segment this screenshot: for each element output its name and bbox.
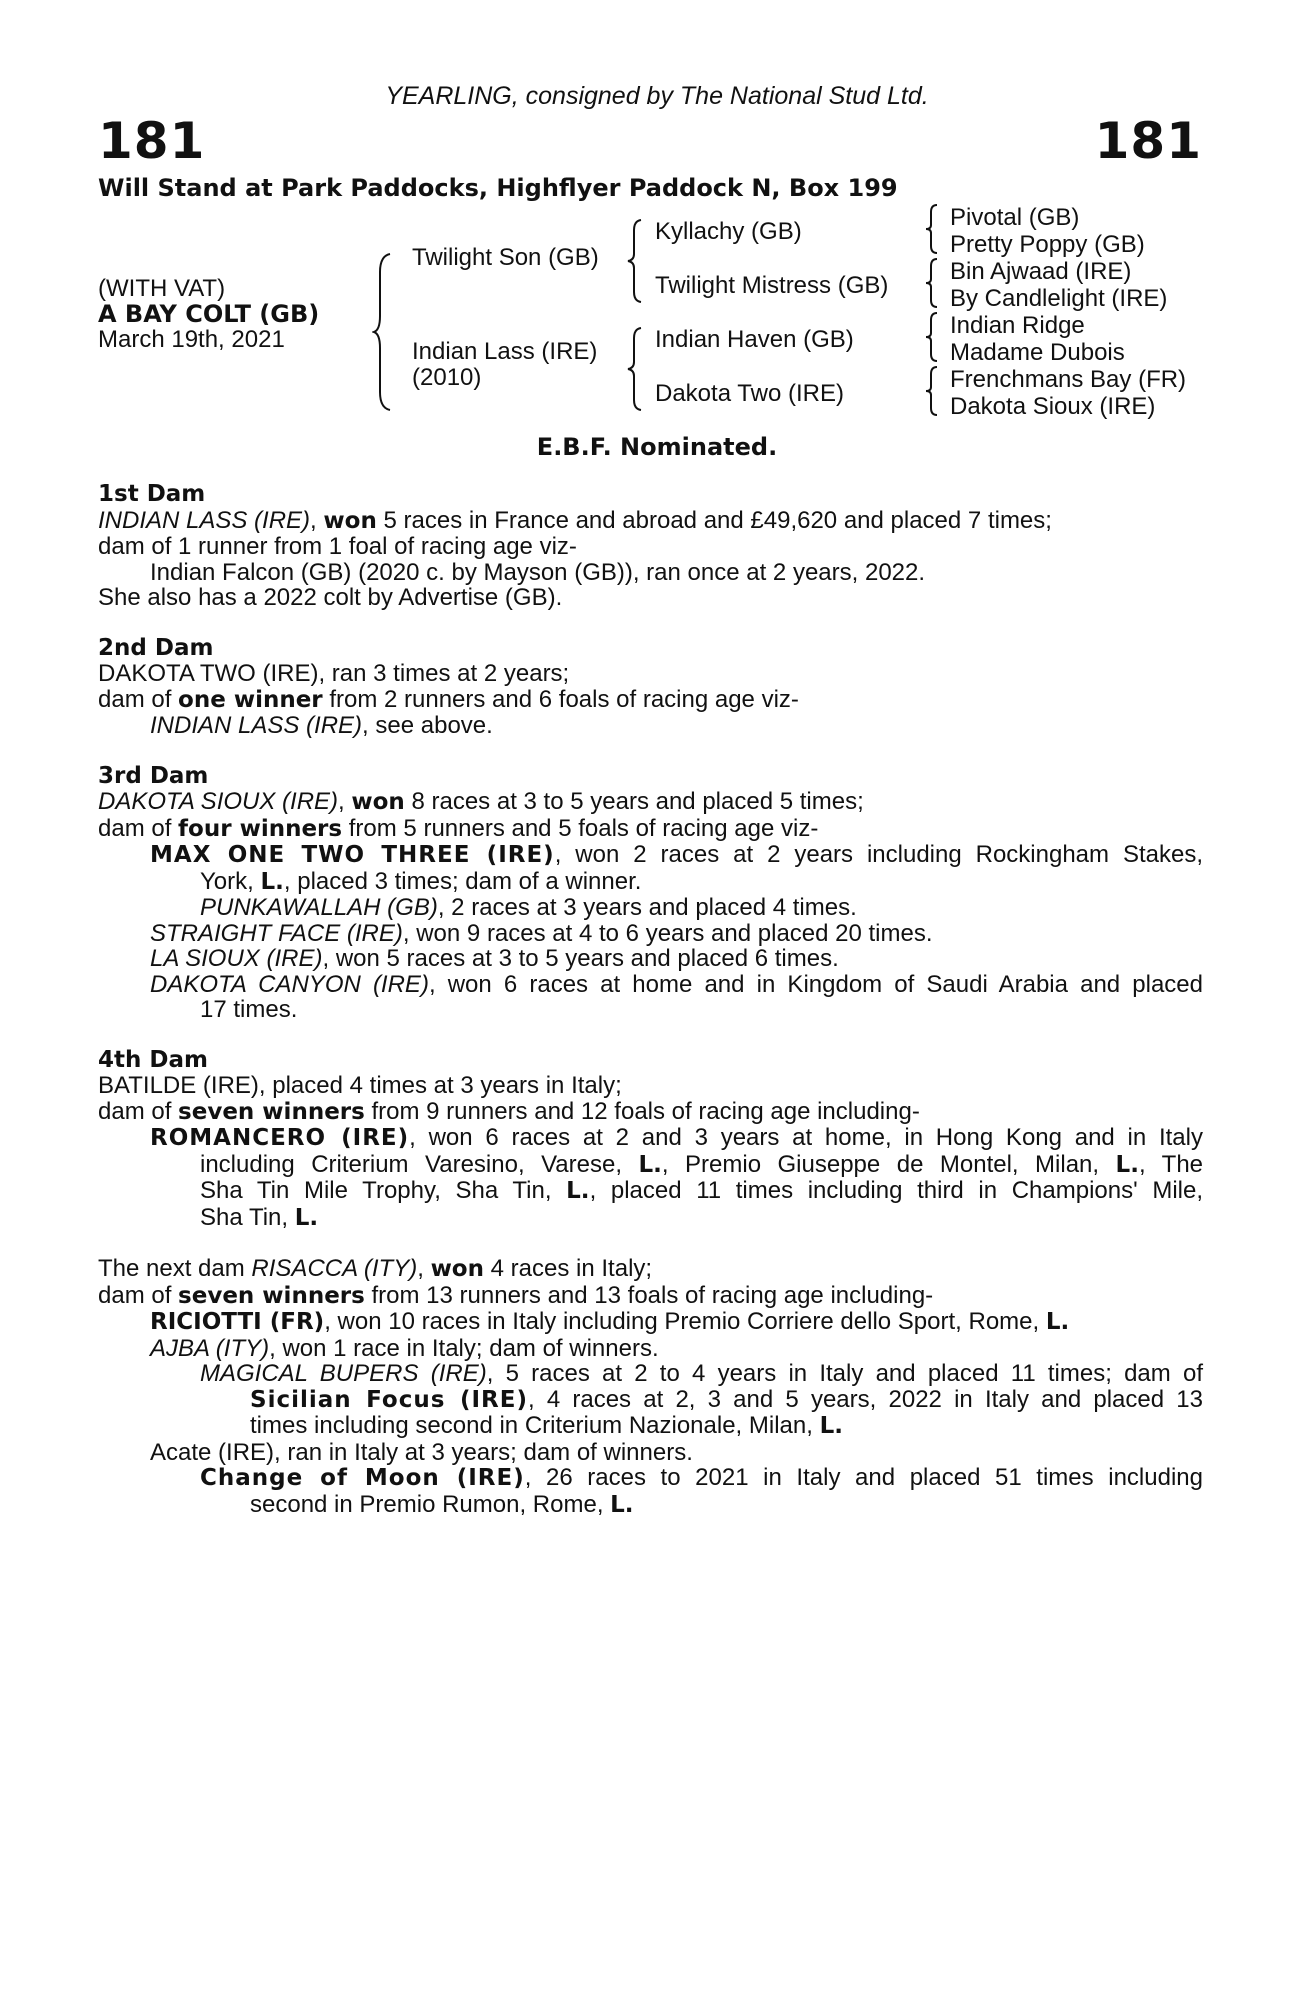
sire: Twilight Son (GB) (412, 244, 599, 271)
produce-summary: dam of 1 runner from 1 foal of racing age viz- (98, 533, 577, 560)
produce-summary: dam of four winners from 5 runners and 5 foals of racing age viz- (98, 814, 819, 842)
list-item: ROMANCERO (IRE), won 6 races at 2 and 3 years at home, in Hong Kong and in Italy (150, 1124, 1203, 1151)
list-item: LA SIOUX (IRE), won 5 races at 3 to 5 years and placed 6 times. (150, 945, 839, 972)
dd-sire: Frenchmans Bay (FR) (950, 366, 1187, 393)
sire-dam: Twilight Mistress (GB) (655, 272, 889, 299)
pedigree-brace-dd (924, 365, 940, 417)
pedigree-brace-ss (924, 203, 940, 255)
section-heading: 1st Dam (98, 481, 206, 507)
list-item: DAKOTA CANYON (IRE), won 6 races at home and in Kingdom of Saudi Arabia and placed (150, 970, 1203, 998)
list-item-continued: Sha Tin Mile Trophy, Sha Tin, L., placed 11 times including third in Champions' Mile, (200, 1177, 1203, 1204)
produce-record (98, 482, 1203, 1543)
pedigree-brace-dam (626, 326, 644, 412)
section-heading: 2nd Dam (98, 634, 214, 661)
dam-record-line: DAKOTA SIOUX (IRE), won 8 races at 3 to 5 years and placed 5 times; (98, 788, 864, 815)
ds-dam: Madame Dubois (950, 339, 1125, 366)
produce-summary: dam of seven winners from 9 runners and 12 foals of racing age including- (98, 1097, 920, 1125)
section-heading: 4th Dam (98, 1046, 208, 1073)
dam-record-line: DAKOTA TWO (IRE), ran 3 times at 2 years; (98, 660, 570, 687)
list-item: INDIAN LASS (IRE), see above. (150, 712, 493, 739)
list-item: MAGICAL BUPERS (IRE), 5 races at 2 to 4 years in Italy and placed 11 times; dam of (200, 1360, 1203, 1387)
dam-record-line: The next dam RISACCA (ITY), won 4 races in Italy; (98, 1255, 653, 1282)
pedigree-brace-sire (626, 218, 644, 304)
list-item-continued: York, L., placed 3 times; dam of a winner. (200, 867, 642, 895)
horse-name: A BAY COLT (GB) (98, 300, 320, 328)
list-item: Acate (IRE), ran in Italy at 3 years; dam of winners. (150, 1438, 693, 1466)
second-dam-section (98, 636, 1203, 739)
list-item-continued: second in Premio Rumon, Rome, L. (250, 1490, 634, 1518)
list-item: STRAIGHT FACE (IRE), won 9 races at 4 to 6 years and placed 20 times. (150, 919, 933, 947)
dam-record-line: INDIAN LASS (IRE), won 5 races in France and abroad and £49,620 and placed 7 times; (98, 506, 1052, 534)
pedigree-brace-main (372, 252, 394, 412)
list-item: AJBA (ITY), won 1 race in Italy; dam of winners. (150, 1334, 659, 1362)
list-item-continued: times including second in Criterium Nazionale, Milan, L. (250, 1412, 843, 1439)
list-item-continued: including Criterium Varesino, Varese, L., Premio Giuseppe de Montel, Milan, L., The (200, 1150, 1204, 1178)
ss-dam: Pretty Poppy (GB) (950, 231, 1145, 258)
produce-summary: dam of one winner from 2 runners and 6 foals of racing age viz- (98, 685, 799, 713)
lot-number-left: 181 (98, 112, 206, 170)
dam-year: (2010) (412, 364, 482, 391)
ebf-nominated: E.B.F. Nominated. (536, 433, 778, 461)
list-item: RICIOTTI (FR), won 10 races in Italy including Premio Corriere dello Sport, Rome, L. (150, 1308, 1070, 1335)
lot-number-right: 181 (1094, 112, 1202, 170)
list-item: She also has a 2022 colt by Advertise (GB). (98, 584, 563, 611)
dam-record-line: BATILDE (IRE), placed 4 times at 3 years in Italy; (98, 1072, 622, 1099)
first-dam-section (98, 482, 1203, 611)
produce-summary: dam of seven winners from 13 runners and 13 foals of racing age including- (98, 1281, 934, 1309)
pedigree-brace-sd (924, 257, 940, 309)
sd-dam: By Candlelight (IRE) (950, 285, 1168, 312)
sire-sire: Kyllachy (GB) (655, 218, 802, 245)
third-dam-section (98, 764, 1203, 1023)
list-item: MAX ONE TWO THREE (IRE), won 2 races at 2 years including Rockingham Stakes, (150, 841, 1203, 868)
ds-sire: Indian Ridge (950, 312, 1085, 339)
list-item: PUNKAWALLAH (GB), 2 races at 3 years and placed 4 times. (200, 894, 857, 921)
pedigree-brace-ds (924, 311, 940, 363)
dam-sire: Indian Haven (GB) (655, 326, 854, 353)
foaling-date: March 19th, 2021 (98, 326, 285, 353)
consignment-line: YEARLING, consigned by The National Stud Ltd. (385, 82, 929, 110)
list-item: Change of Moon (IRE), 26 races to 2021 in Italy and placed 51 times including (200, 1464, 1203, 1491)
dam: Indian Lass (IRE) (412, 338, 598, 365)
section-heading: 3rd Dam (98, 762, 209, 789)
fourth-dam-section (98, 1048, 1203, 1232)
stabling-location: Will Stand at Park Paddocks, Highflyer Paddock N, Box 199 (98, 174, 898, 202)
list-item-continued: Sha Tin, L. (200, 1203, 319, 1231)
list-item: Indian Falcon (GB) (2020 c. by Mayson (GB)), ran once at 2 years, 2022. (150, 558, 926, 586)
dd-dam: Dakota Sioux (IRE) (950, 393, 1156, 420)
next-dam-section (98, 1256, 1203, 1518)
vat-note: (WITH VAT) (98, 275, 226, 302)
list-item-continued: 17 times. (200, 996, 298, 1023)
ss-sire: Pivotal (GB) (950, 204, 1080, 231)
dam-dam: Dakota Two (IRE) (655, 380, 844, 407)
sd-sire: Bin Ajwaad (IRE) (950, 258, 1132, 285)
list-item: Sicilian Focus (IRE), 4 races at 2, 3 and 5 years, 2022 in Italy and placed 13 (250, 1385, 1203, 1413)
